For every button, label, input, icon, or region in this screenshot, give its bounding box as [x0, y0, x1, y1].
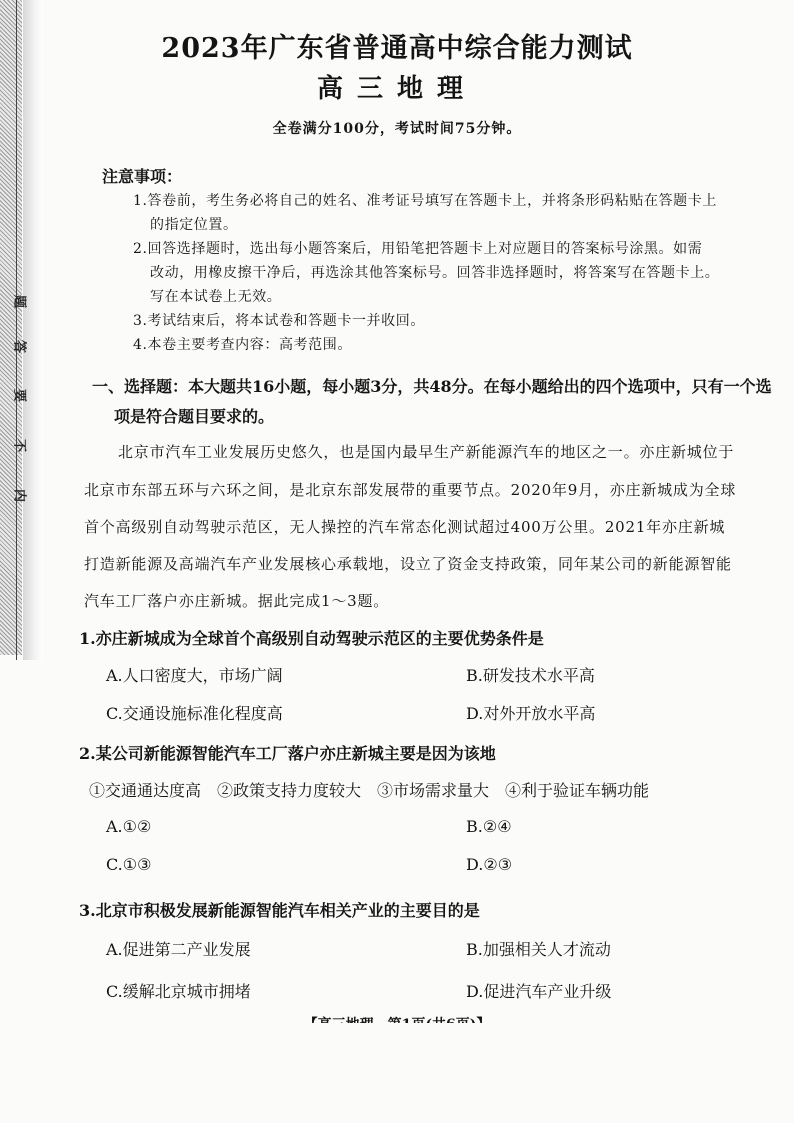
seal-char: 答 — [11, 339, 27, 353]
option-c: C.交通设施标准化程度高 — [106, 704, 283, 723]
note-line: 写在本试卷上无效。 — [150, 289, 282, 305]
option-a: A.①② — [106, 817, 152, 836]
notes-title: 注意事项： — [102, 167, 183, 186]
section-heading-line: 一、选择题：本大题共16小题，每小题3分，共48分。在每小题给出的四个选项中，只有一个选 — [92, 377, 772, 396]
question-stem: 1.亦庄新城成为全球首个高级别自动驾驶示范区的主要优势条件是 — [79, 629, 544, 648]
seal-char: 要 — [11, 388, 27, 402]
seal-char: 题 — [11, 294, 27, 308]
passage-line: 北京市东部五环与六环之间，是北京东部发展带的重要节点。2020年9月，亦庄新城成为全球 — [84, 481, 737, 499]
option-a: A.人口密度大，市场广阔 — [106, 666, 283, 685]
option-a: A.促进第二产业发展 — [106, 940, 251, 959]
note-line: 2.回答选择题时，选出每小题答案后，用铅笔把答题卡上对应题目的答案标号涂黑。如需 — [133, 241, 703, 257]
question-statements: ①交通通达度高 ②政策支持力度较大 ③市场需求量大 ④利于验证车辆功能 — [89, 781, 650, 800]
note-line: 3.考试结束后，将本试卷和答题卡一并收回。 — [133, 313, 425, 329]
option-c: C.①③ — [106, 855, 152, 874]
option-d: D.促进汽车产业升级 — [466, 982, 612, 1001]
option-b: B.研发技术水平高 — [466, 666, 595, 685]
note-line: 的指定位置。 — [150, 217, 238, 233]
option-c: C.缓解北京城市拥堵 — [106, 982, 251, 1001]
seal-char: 内 — [11, 488, 27, 502]
passage-line: 打造新能源及高端汽车产业发展核心承载地，设立了资金支持政策，同年某公司的新能源智能 — [84, 555, 732, 573]
option-d: D.对外开放水平高 — [466, 704, 596, 723]
question-stem: 3.北京市积极发展新能源智能汽车相关产业的主要目的是 — [79, 901, 480, 920]
option-b: B.加强相关人才流动 — [466, 940, 611, 959]
note-line: 改动，用橡皮擦干净后，再选涂其他答案标号。回答非选择题时，将答案写在答题卡上。 — [150, 265, 720, 281]
passage-line: 首个高级别自动驾驶示范区，无人操控的汽车常态化测试超过400万公里。2021年亦庄新城 — [84, 518, 726, 536]
question-stem: 2.某公司新能源智能汽车工厂落户亦庄新城主要是因为该地 — [79, 744, 496, 763]
score-time-line: 全卷满分100分，考试时间75分钟。 — [272, 121, 522, 137]
exam-title: 2023年广东省普通高中综合能力测试 — [161, 33, 633, 64]
passage-line: 北京市汽车工业发展历史悠久，也是国内最早生产新能源汽车的地区之一。亦庄新城位于 — [118, 443, 735, 461]
option-d: D.②③ — [466, 855, 513, 874]
note-line: 1.答卷前，考生务必将自己的姓名、准考证号填写在答题卡上，并将条形码粘贴在答题卡上 — [133, 193, 717, 209]
seal-char: 不 — [11, 438, 27, 452]
note-line: 4.本卷主要考查内容：高考范围。 — [133, 337, 352, 353]
section-heading-line: 项是符合题目要求的。 — [114, 407, 275, 426]
exam-subject: 高三地理 — [316, 74, 477, 104]
option-b: B.②④ — [466, 817, 512, 836]
passage-line: 汽车工厂落户亦庄新城。据此完成1～3题。 — [84, 592, 390, 610]
section-heading — [92, 372, 772, 432]
